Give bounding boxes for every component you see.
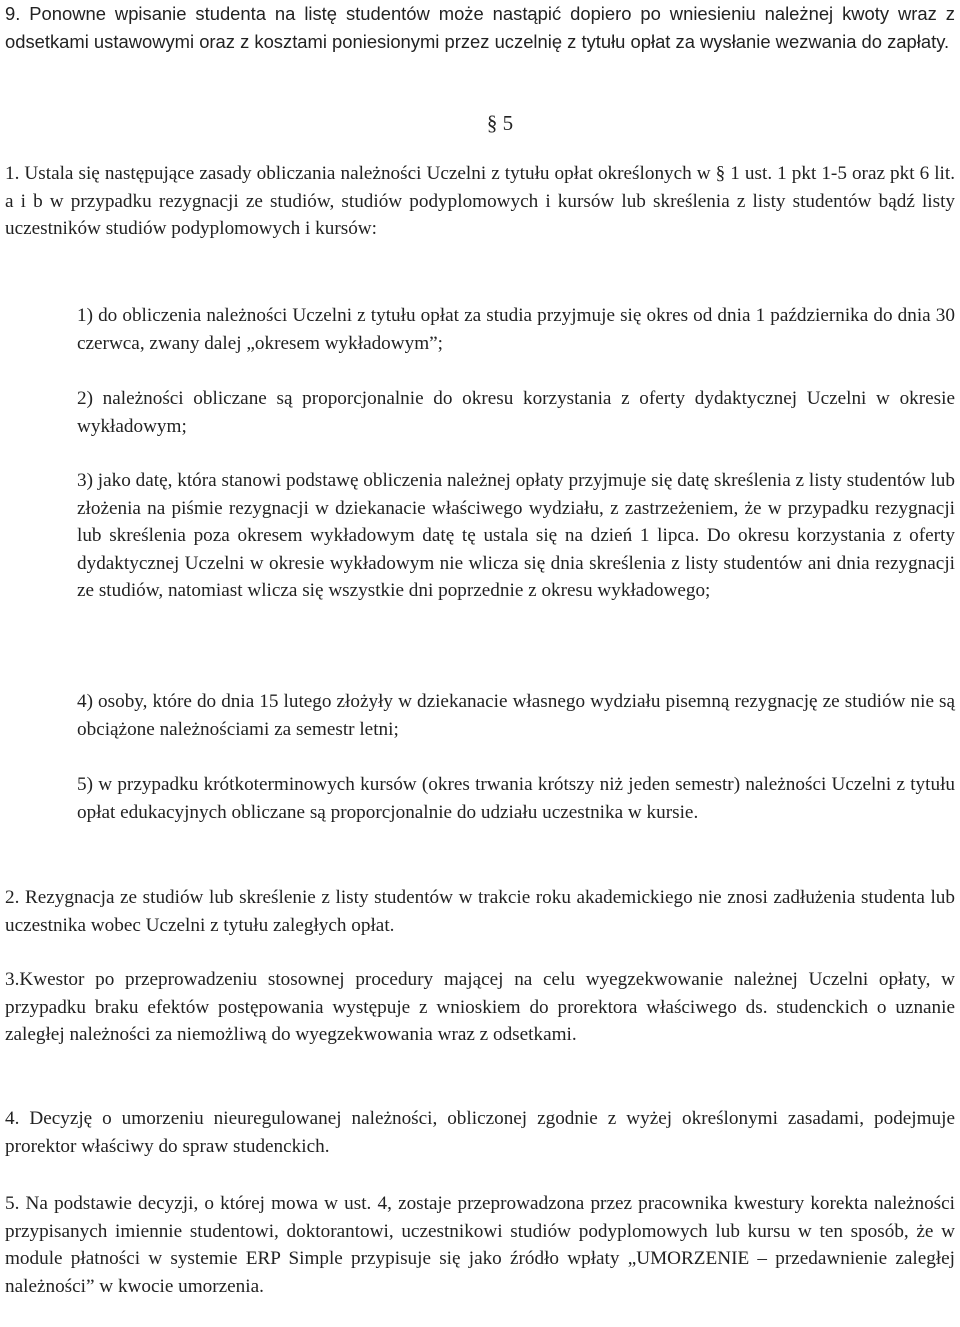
subpoint-5: 5) w przypadku krótkoterminowych kursów (okres trwania krótszy niż jeden semestr) należności Uczelni z tytułu opłat edukacyjnych obliczane są proporcjonalnie do udziału uczestnika w kursie. — [77, 774, 955, 823]
intro-paragraph: 9. Ponowne wpisanie studenta na listę studentów może nastąpić dopiero po wniesieniu należnej kwoty wraz z odsetkami ustawowymi oraz z kosztami poniesionymi przez uczelnię z tytułu opłat za wysłanie wezwania do zapłaty. — [5, 3, 955, 52]
subpoint-3: 3) jako datę, która stanowi podstawę obliczenia należnej opłaty przyjmuje się datę skreślenia z listy studentów lub złożenia na piśmie rezygnacji w dziekanacie właściwego wydziału, z zastrzeżeniem, że w przypadku rezygnacji lub skreślenia poza okresem wykładowym datę tę ustala się na dzień 1 lipca. Do okresu korzystania z oferty dydaktycznej Uczelni w okresie wykładowym nie wlicza się dnia skreślenia z listy studentów ani dnia rezygnacji ze studiów, natomiast wlicza się wszystkie dni poprzednie z okresu wykładowego; — [77, 470, 955, 601]
paragraph-5: 5. Na podstawie decyzji, o której mowa w ust. 4, zostaje przeprowadzona przez pracownika kwestury korekta należności przypisanych imiennie studentowi, doktorantowi, uczestnikowi studiów podyplomowych lub kursu w ten sposób, że w module płatności w systemie ERP Simple przypisuje się jako źródło wpłaty „UMORZENIE – przedawnienie zaległej należności” w kwocie umorzenia. — [5, 1193, 955, 1297]
section-heading: § 5 — [486, 111, 514, 135]
subpoint-1: 1) do obliczenia należności Uczelni z tytułu opłat za studia przyjmuje się okres od dnia 1 października do dnia 30 czerwca, zwany dalej „okresem wykładowym”; — [77, 305, 955, 354]
subpoint-4: 4) osoby, które do dnia 15 lutego złożyły w dziekanacie własnego wydziału pisemną rezygnację ze studiów nie są obciążone należnościami za semestr letni; — [77, 691, 955, 740]
subpoint-2: 2) należności obliczane są proporcjonalnie do okresu korzystania z oferty dydaktycznej Uczelni w okresie wykładowym; — [77, 388, 955, 437]
paragraph-1: 1. Ustala się następujące zasady obliczania należności Uczelni z tytułu opłat określonych w § 1 ust. 1 pkt 1-5 oraz pkt 6 lit. a i b w przypadku rezygnacji ze studiów, studiów podyplomowych i kursów lub skreślenia z listy studentów bądź listy uczestników studiów podyplomowych i kursów: — [5, 163, 955, 239]
paragraph-3: 3.Kwestor po przeprowadzeniu stosownej procedury mającej na celu wyegzekwowanie należnej Uczelni opłaty, w przypadku braku efektów postępowania występuje z wnioskiem do prorektora właściwego ds. studenckich o uznanie zaległej należności za niemożliwą do wyegzekwowania wraz z odsetkami. — [5, 969, 955, 1045]
paragraph-4: 4. Decyzję o umorzeniu nieuregulowanej należności, obliczonej zgodnie z wyżej określonymi zasadami, podejmuje prorektor właściwy do spraw studenckich. — [5, 1108, 955, 1157]
paragraph-2: 2. Rezygnacja ze studiów lub skreślenie z listy studentów w trakcie roku akademickiego nie znosi zadłużenia studenta lub uczestnika wobec Uczelni z tytułu zaległych opłat. — [5, 887, 955, 936]
